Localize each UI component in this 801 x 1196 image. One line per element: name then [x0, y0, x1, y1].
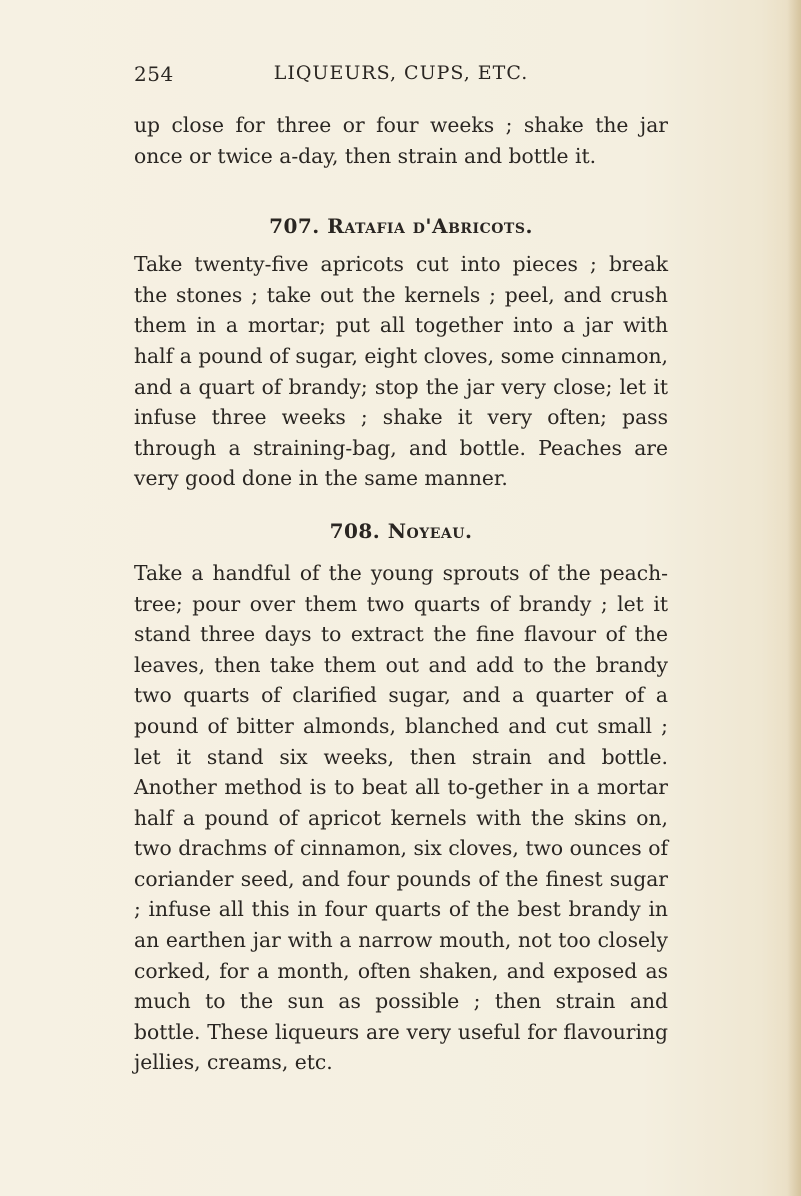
- recipe-title-noyeau: 708. Noyeau.: [329, 518, 473, 543]
- recipe-text-noyeau: Take a handful of the young sprouts of the peach-tree; pour over them two quarts of brandy ; let it stand three days to extract the fine flavour of the leaves, then take them out and add to the brandy two quarts of clarified sugar, and a quarter of a pound of bitter almonds, blanched and cut small ; let it stand six weeks, then strain and bottle. Another method is to beat all to-gether in a mortar half a pound of apricot kernels with the skins on, two drachms of cinnamon, six cloves, two ounces of coriander seed, and four pounds of the finest sugar ; infuse all this in four quarts of the best brandy in an earthen jar with a narrow mouth, not too closely corked, for a month, often shaken, and exposed as much to the sun as possible ; then strain and bottle. These liqueurs are very useful for flavouring jellies, creams, etc.: [134, 560, 668, 1075]
- recipe-text-ratafia: Take twenty-five apricots cut into pieces ; break the stones ; take out the kernels ; peel, and crush them in a mortar; put all together into a jar with half a pound of sugar, eight cloves, some cinnamon, and a quart of brandy; stop the jar very close; let it infuse three weeks ; shake it very often; pass through a straining-bag, and bottle. Peaches are very good done in the same manner.: [134, 252, 668, 491]
- page-edge-shadow: [787, 0, 801, 1196]
- recipe-title-ratafia: 707. Ratafia d'Abricots.: [269, 214, 533, 239]
- continuation-paragraph: up close for three or four weeks ; shake the jar once or twice a-day, then strain and bottle it.: [134, 113, 668, 168]
- page-body: [134, 110, 668, 1078]
- page-number: 254: [134, 62, 174, 86]
- page-header: [134, 62, 668, 92]
- running-head: LIQUEURS, CUPS, ETC.: [273, 62, 529, 84]
